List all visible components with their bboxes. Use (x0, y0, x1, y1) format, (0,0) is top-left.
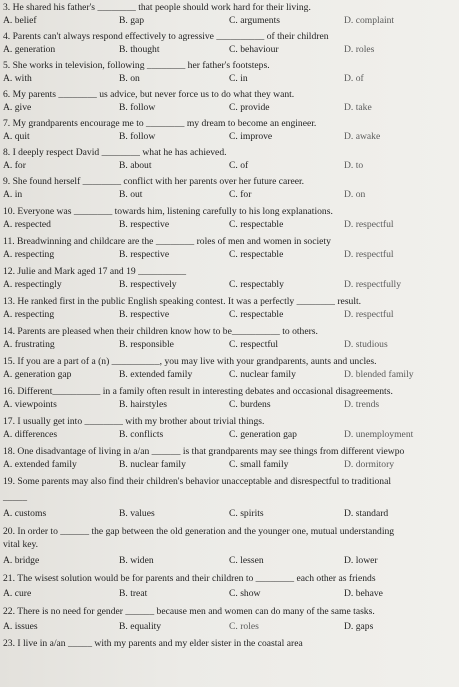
q18-option-c[interactable]: C. small family (229, 459, 289, 470)
q16-option-d[interactable]: D. trends (344, 399, 380, 410)
q10-option-c[interactable]: C. respectable (229, 219, 284, 230)
q13-option-a[interactable]: A. respecting (3, 309, 55, 320)
q14-option-c[interactable]: C. respectful (229, 339, 279, 350)
q17-option-a[interactable]: A. differences (3, 429, 58, 440)
q22-option-a[interactable]: A. issues (3, 621, 38, 632)
question-14-stem: 14. Parents are pleased when their children know how to be__________ to others. (3, 326, 318, 337)
q22-option-c[interactable]: C. roles (229, 621, 259, 632)
question-19-stem: 19. Some parents may also find their children's behavior unacceptable and disrespectful to traditional (3, 476, 392, 487)
question-18-stem: 18. One disadvantage of living in a/an ______ is that grandparents may see things from different viewpo (3, 446, 405, 457)
q6-option-a[interactable]: A. give (3, 102, 32, 113)
q14-option-d[interactable]: D. studious (344, 339, 388, 350)
question-3-stem: 3. He shared his father's ________ that people should work hard for their living. (3, 2, 311, 13)
q21-option-c[interactable]: C. show (229, 588, 261, 599)
q3-option-a[interactable]: A. belief (3, 15, 37, 26)
q14-option-b[interactable]: B. responsible (119, 339, 174, 350)
q15-option-d[interactable]: D. blended family (344, 369, 414, 380)
q7-option-c[interactable]: C. improve (229, 131, 273, 142)
q13-option-d[interactable]: D. respectful (344, 309, 394, 320)
q17-option-b[interactable]: B. conflicts (119, 429, 164, 440)
q16-option-a[interactable]: A. viewpoints (3, 399, 57, 410)
q4-option-a[interactable]: A. generation (3, 44, 56, 55)
question-22-stem: 22. There is no need for gender ______ because men and women can do many of the same tasks. (3, 606, 375, 617)
q8-option-d[interactable]: D. to (344, 160, 364, 171)
q3-option-d[interactable]: D. complaint (344, 15, 395, 26)
q5-option-a[interactable]: A. with (3, 73, 32, 84)
question-16-stem: 16. Different__________ in a family often result in interesting debates and occasional disagreements. (3, 386, 393, 397)
q5-option-c[interactable]: C. in (229, 73, 248, 84)
q11-option-b[interactable]: B. respective (119, 249, 170, 260)
q15-option-c[interactable]: C. nuclear family (229, 369, 296, 380)
q13-option-c[interactable]: C. respectable (229, 309, 284, 320)
q19-option-d[interactable]: D. standard (344, 508, 389, 519)
question-4-stem: 4. Parents can't always respond effectively to agressive __________ of their children (3, 31, 329, 42)
q21-option-a[interactable]: A. cure (3, 588, 32, 599)
q12-option-c[interactable]: C. respectably (229, 279, 284, 290)
q19-option-a[interactable]: A. customs (3, 508, 47, 519)
question-7-stem: 7. My grandparents encourage me to ________ my dream to become an engineer. (3, 118, 317, 129)
q6-option-d[interactable]: D. take (344, 102, 372, 113)
q21-option-b[interactable]: B. treat (119, 588, 148, 599)
q10-option-b[interactable]: B. respective (119, 219, 170, 230)
q16-option-b[interactable]: B. hairstyles (119, 399, 167, 410)
q7-option-a[interactable]: A. quit (3, 131, 30, 142)
q16-option-c[interactable]: C. burdens (229, 399, 271, 410)
q6-option-b[interactable]: B. follow (119, 102, 156, 113)
question-20-stem: 20. In order to ______ the gap between the old generation and the younger one, mutual understanding (3, 526, 395, 537)
q8-option-a[interactable]: A. for (3, 160, 26, 171)
q8-option-b[interactable]: B. about (119, 160, 152, 171)
q12-option-d[interactable]: D. respectfully (344, 279, 402, 290)
q6-option-c[interactable]: C. provide (229, 102, 270, 113)
q15-option-b[interactable]: B. extended family (119, 369, 193, 380)
q22-option-d[interactable]: D. gaps (344, 621, 374, 632)
question-15-stem: 15. If you are a part of a (n) __________, you may live with your grandparents, aunts and uncles. (3, 356, 377, 367)
question-10-stem: 10. Everyone was ________ towards him, listening carefully to his long explanations. (3, 206, 333, 217)
q11-option-a[interactable]: A. respecting (3, 249, 55, 260)
q9-option-c[interactable]: C. for (229, 189, 252, 200)
question-9-stem: 9. She found herself ________ conflict with her parents over her future career. (3, 176, 305, 187)
question-8-stem: 8. I deeply respect David ________ what he has achieved. (3, 147, 227, 158)
q7-option-d[interactable]: D. awake (344, 131, 381, 142)
q4-option-b[interactable]: B. thought (119, 44, 160, 55)
q11-option-d[interactable]: D. respectful (344, 249, 394, 260)
q4-option-d[interactable]: D. roles (344, 44, 375, 55)
question-20-stem-continued: vital key. (3, 539, 39, 550)
q12-option-a[interactable]: A. respectingly (3, 279, 62, 290)
q17-option-c[interactable]: C. generation gap (229, 429, 297, 440)
q8-option-c[interactable]: C. of (229, 160, 249, 171)
q3-option-b[interactable]: B. gap (119, 15, 145, 26)
q21-option-d[interactable]: D. behave (344, 588, 383, 599)
q10-option-a[interactable]: A. respected (3, 219, 51, 230)
q5-option-d[interactable]: D. of (344, 73, 364, 84)
q4-option-c[interactable]: C. behaviour (229, 44, 279, 55)
q15-option-a[interactable]: A. generation gap (3, 369, 72, 380)
q19-option-c[interactable]: C. spirits (229, 508, 264, 519)
q20-option-c[interactable]: C. lessen (229, 555, 264, 566)
q5-option-b[interactable]: B. on (119, 73, 140, 84)
q3-option-c[interactable]: C. arguments (229, 15, 280, 26)
q9-option-d[interactable]: D. on (344, 189, 366, 200)
q22-option-b[interactable]: B. equality (119, 621, 162, 632)
q18-option-b[interactable]: B. nuclear family (119, 459, 186, 470)
question-12-stem: 12. Julie and Mark aged 17 and 19 __________ (3, 266, 187, 277)
question-5-stem: 5. She works in television, following ________ her father's footsteps. (3, 60, 270, 71)
question-13-stem: 13. He ranked first in the public English speaking contest. It was a perfectly ________ result. (3, 296, 362, 307)
q20-option-d[interactable]: D. lower (344, 555, 378, 566)
q7-option-b[interactable]: B. follow (119, 131, 156, 142)
question-17-stem: 17. I usually get into ________ with my brother about trivial things. (3, 416, 265, 427)
question-6-stem: 6. My parents ________ us advice, but never force us to do what they want. (3, 89, 295, 100)
q18-option-d[interactable]: D. dormitory (344, 459, 395, 470)
q18-option-a[interactable]: A. extended family (3, 459, 77, 470)
q9-option-b[interactable]: B. out (119, 189, 143, 200)
q14-option-a[interactable]: A. frustrating (3, 339, 55, 350)
q20-option-a[interactable]: A. bridge (3, 555, 40, 566)
q17-option-d[interactable]: D. unemployment (344, 429, 414, 440)
q10-option-d[interactable]: D. respectful (344, 219, 394, 230)
question-23-stem: 23. I live in a/an _____ with my parents and my elder sister in the coastal area (3, 638, 303, 649)
q19-option-b[interactable]: B. values (119, 508, 155, 519)
q20-option-b[interactable]: B. widen (119, 555, 154, 566)
question-11-stem: 11. Breadwinning and childcare are the ________ roles of men and women in society (3, 236, 331, 247)
question-21-stem: 21. The wisest solution would be for parents and their children to ________ each other as friends (3, 573, 376, 584)
question-19-stem-continued: _____ (3, 492, 27, 503)
q9-option-a[interactable]: A. in (3, 189, 23, 200)
q11-option-c[interactable]: C. respectable (229, 249, 284, 260)
q12-option-b[interactable]: B. respectively (119, 279, 177, 290)
q13-option-b[interactable]: B. respective (119, 309, 170, 320)
